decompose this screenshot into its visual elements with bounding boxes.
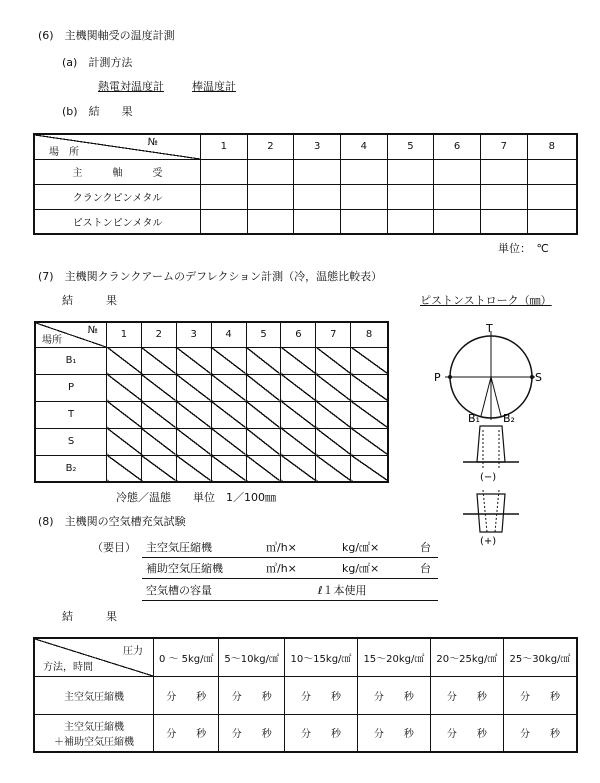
s7-cell[interactable] <box>211 455 246 482</box>
s8-table-corner <box>34 638 154 676</box>
s7-col-header: 4 <box>211 322 246 347</box>
p-point <box>448 375 452 379</box>
s8-line1-unit2: kg/㎠× <box>342 541 380 554</box>
s7-col-header: 7 <box>316 322 351 347</box>
s7-cell[interactable] <box>107 347 142 374</box>
s6-col-header: 6 <box>434 134 481 159</box>
piston-stroke-diagram <box>425 322 555 552</box>
label-plus: (+) <box>480 536 497 547</box>
s7-deflection-table <box>34 321 389 483</box>
s7-cell[interactable] <box>141 347 176 374</box>
label-S: S <box>535 371 542 384</box>
s8-cell[interactable]: 分 秒 <box>284 714 357 752</box>
s6-cell[interactable] <box>247 209 294 234</box>
s7-row-label: P <box>35 374 107 401</box>
s7-stroke-label: ピストンストローク（㎜） <box>420 294 552 307</box>
s7-row-label: T <box>35 401 107 428</box>
s7-col-header: 1 <box>107 322 142 347</box>
s6-row-label: ピストンピンメタル <box>34 209 201 234</box>
s7-cell[interactable] <box>351 374 388 401</box>
s8-cell[interactable]: 分 秒 <box>503 676 577 714</box>
s8-line-1 <box>142 537 438 558</box>
s8-col-header: 15〜20kg/㎠ <box>357 638 430 676</box>
label-T: T <box>486 322 493 335</box>
s6-cell[interactable] <box>294 209 341 234</box>
s7-col-header: 6 <box>281 322 316 347</box>
s6-temperature-table <box>33 133 578 235</box>
s7-cell[interactable] <box>281 347 316 374</box>
s8-line-2 <box>142 558 438 579</box>
s7-col-header: 3 <box>176 322 211 347</box>
s8-line1-unit3: 台 <box>420 541 431 554</box>
s8-cell[interactable]: 分 秒 <box>430 714 503 752</box>
label-B2: B₂ <box>503 412 515 425</box>
s7-cell[interactable] <box>176 347 211 374</box>
s7-cell[interactable] <box>351 401 388 428</box>
s6-cell[interactable] <box>340 209 387 234</box>
s7-cell[interactable] <box>246 374 281 401</box>
s6-method-1: 熱電対温度計 <box>98 80 164 93</box>
s7-row-label: B₁ <box>35 347 107 374</box>
s6-cell[interactable] <box>387 209 434 234</box>
s7-col-header: 2 <box>141 322 176 347</box>
s6-cell[interactable] <box>201 184 248 209</box>
s6-cell[interactable] <box>434 209 481 234</box>
s7-cell[interactable] <box>246 428 281 455</box>
label-P: P <box>434 371 441 384</box>
s6-heading: (6) 主機関軸受の温度計測 <box>38 29 175 42</box>
s8-cell[interactable]: 分 秒 <box>154 676 219 714</box>
s6-cell[interactable] <box>340 184 387 209</box>
s6-col-header: 3 <box>294 134 341 159</box>
s6-cell[interactable] <box>480 209 527 234</box>
s7-cell[interactable] <box>316 455 351 482</box>
s7-cell[interactable] <box>351 455 388 482</box>
s7-col-header: 8 <box>351 322 388 347</box>
s7-col-header: 5 <box>246 322 281 347</box>
s7-cell[interactable] <box>107 401 142 428</box>
s7-cell[interactable] <box>107 455 142 482</box>
s8-cell[interactable]: 分 秒 <box>357 714 430 752</box>
s7-cell[interactable] <box>107 374 142 401</box>
s7-row-label: S <box>35 428 107 455</box>
s6-corner-place: 場 所 <box>49 146 79 158</box>
s6-corner-no: № <box>147 137 158 148</box>
s7-result-label: 結 果 <box>62 294 117 307</box>
dash-left-lower <box>483 490 487 532</box>
s8-cell[interactable]: 分 秒 <box>357 676 430 714</box>
s8-line1-unit1: ㎥/h× <box>266 541 297 554</box>
s7-cell[interactable] <box>246 455 281 482</box>
crank-web-upper <box>477 426 505 462</box>
s7-footer: 冷態／温態 単位 1／100㎜ <box>116 491 276 504</box>
s6-cell[interactable] <box>247 159 294 184</box>
s7-cell[interactable] <box>281 401 316 428</box>
s7-cell[interactable] <box>316 428 351 455</box>
s7-cell[interactable] <box>351 347 388 374</box>
s7-cell[interactable] <box>176 374 211 401</box>
s7-cell[interactable] <box>176 428 211 455</box>
s7-cell[interactable] <box>316 401 351 428</box>
s8-line2-unit2: kg/㎠× <box>342 562 380 575</box>
s7-cell[interactable] <box>246 347 281 374</box>
s7-corner-no: № <box>87 325 98 336</box>
s7-table-corner <box>35 322 107 347</box>
b2-line <box>491 377 501 416</box>
s6-method-2: 棒温度計 <box>192 80 236 93</box>
s6-cell[interactable] <box>480 159 527 184</box>
s8-line2-unit1: ㎥/h× <box>266 562 297 575</box>
s8-col-header: 25〜30kg/㎠ <box>503 638 577 676</box>
s6-col-header: 7 <box>480 134 527 159</box>
s8-col-header: 0 〜 5kg/㎠ <box>154 638 219 676</box>
s7-cell[interactable] <box>176 455 211 482</box>
s6-cell[interactable] <box>294 184 341 209</box>
dash-right-lower <box>495 490 499 532</box>
s8-col-header: 20〜25kg/㎠ <box>430 638 503 676</box>
label-minus: (−) <box>480 472 497 483</box>
s8-line-3 <box>142 580 438 601</box>
s7-corner-place: 場所 <box>42 334 62 346</box>
s6-cell[interactable] <box>294 159 341 184</box>
s6-col-header: 4 <box>340 134 387 159</box>
s7-cell[interactable] <box>141 401 176 428</box>
s6-cell[interactable] <box>340 159 387 184</box>
s8-tank-label: 空気槽の容量 <box>146 584 212 597</box>
s8-youmoku: （要目） <box>92 541 136 554</box>
s8-col-header: 5〜10kg/㎠ <box>219 638 284 676</box>
s7-row-label: B₂ <box>35 455 107 482</box>
s6-cell[interactable] <box>201 159 248 184</box>
s8-col-header: 10〜15kg/㎠ <box>284 638 357 676</box>
s8-air-tank-table <box>33 637 578 753</box>
s6-cell[interactable] <box>387 159 434 184</box>
s8-row-label: 主空気圧縮機 <box>34 676 154 714</box>
s7-cell[interactable] <box>316 374 351 401</box>
s8-cell[interactable]: 分 秒 <box>219 714 284 752</box>
s8-row2-line1: 主空気圧縮機 <box>64 721 124 733</box>
b1-line <box>481 377 491 416</box>
s7-cell[interactable] <box>211 347 246 374</box>
s6-col-header: 1 <box>201 134 248 159</box>
s6-cell[interactable] <box>247 184 294 209</box>
s8-cell[interactable]: 分 秒 <box>154 714 219 752</box>
s7-cell[interactable] <box>141 455 176 482</box>
s6-cell[interactable] <box>434 184 481 209</box>
s6-cell[interactable] <box>434 159 481 184</box>
s6-table-corner <box>34 134 201 159</box>
s7-heading: (7) 主機関クランクアームのデフレクション計測（冷，温態比較表） <box>38 270 383 283</box>
s8-row2-line2: ＋補助空気圧縮機 <box>54 736 134 748</box>
s8-line2-unit3: 台 <box>420 562 431 575</box>
s7-cell[interactable] <box>281 428 316 455</box>
s6-col-header: 5 <box>387 134 434 159</box>
s6-row-label: 主 軸 受 <box>34 159 201 184</box>
s-point <box>530 375 534 379</box>
s8-cell[interactable]: 分 秒 <box>219 676 284 714</box>
s6-cell[interactable] <box>387 184 434 209</box>
s6-cell[interactable] <box>527 184 577 209</box>
s6-row-label: クランクピンメタル <box>34 184 201 209</box>
s6-method-label: (a) 計測方法 <box>62 56 133 69</box>
s7-cell[interactable] <box>316 347 351 374</box>
s6-unit: 単位： ℃ <box>498 242 549 255</box>
s8-cell[interactable]: 分 秒 <box>430 676 503 714</box>
s8-cell[interactable]: 分 秒 <box>284 676 357 714</box>
s8-heading: (8) 主機関の空気槽充気試験 <box>38 515 186 528</box>
s6-col-header: 8 <box>527 134 577 159</box>
s7-cell[interactable] <box>141 374 176 401</box>
s7-cell[interactable] <box>246 401 281 428</box>
s6-cell[interactable] <box>527 209 577 234</box>
s8-tank-value: ℓ１本使用 <box>318 584 367 597</box>
s7-cell[interactable] <box>176 401 211 428</box>
crank-web-lower <box>477 494 505 532</box>
s7-cell[interactable] <box>281 374 316 401</box>
s6-col-header: 2 <box>247 134 294 159</box>
s7-cell[interactable] <box>281 455 316 482</box>
s6-cell[interactable] <box>527 159 577 184</box>
s7-cell[interactable] <box>211 401 246 428</box>
s7-cell[interactable] <box>107 428 142 455</box>
s7-cell[interactable] <box>141 428 176 455</box>
s7-cell[interactable] <box>211 374 246 401</box>
s8-line1-label: 主空気圧縮機 <box>146 541 212 554</box>
s6-cell[interactable] <box>201 209 248 234</box>
s8-line2-label: 補助空気圧縮機 <box>146 562 223 575</box>
label-B1: B₁ <box>468 412 480 425</box>
s8-result-label: 結 果 <box>62 610 117 623</box>
s7-cell[interactable] <box>211 428 246 455</box>
s6-result-label: (b) 結 果 <box>62 105 133 118</box>
s6-cell[interactable] <box>480 184 527 209</box>
s8-cell[interactable]: 分 秒 <box>503 714 577 752</box>
s8-row-label <box>34 714 154 752</box>
s8-corner-pressure: 圧力 <box>123 646 143 657</box>
s7-cell[interactable] <box>351 428 388 455</box>
s8-corner-method: 方法，時間 <box>43 661 93 673</box>
